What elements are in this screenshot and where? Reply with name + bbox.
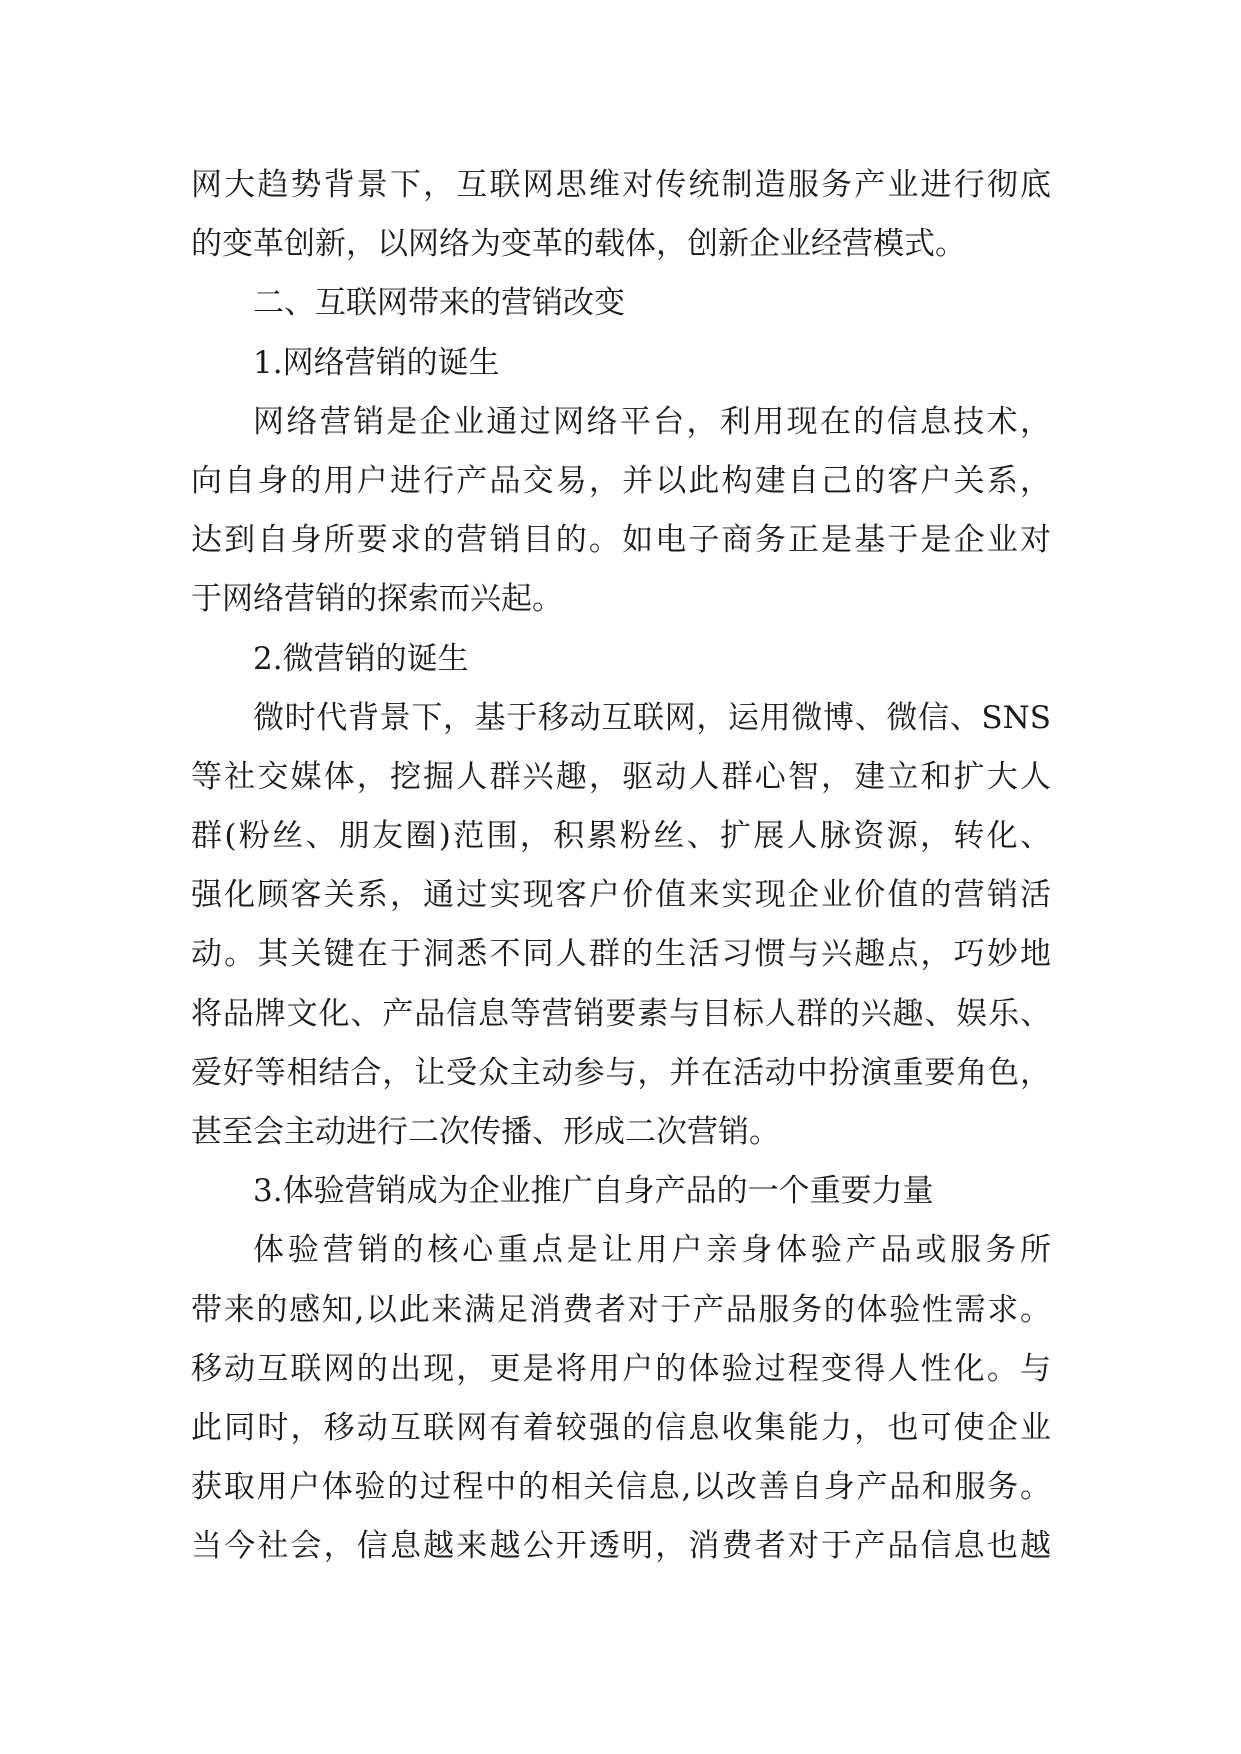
paragraph-line: 网大趋势背景下，互联网思维对传统制造服务产业进行彻底 [191, 167, 1051, 203]
section-heading: 2.微营销的诞生 [253, 640, 469, 677]
paragraph-line: 动。其关键在于洞悉不同人群的生活习惯与兴趣点，巧妙地 [191, 936, 1051, 973]
paragraph-line: 甚至会主动进行二次传播、形成二次营销。 [191, 1114, 780, 1150]
document-body [191, 156, 1051, 1577]
paragraph-line: 等社交媒体，挖掘人群兴趣，驱动人群心智，建立和扩大人 [191, 758, 1051, 795]
paragraph-line: 爱好等相结合，让受众主动参与，并在活动中扮演重要角色， [191, 1054, 1051, 1091]
paragraph-line: 群(粉丝、朋友圈)范围，积累粉丝、扩展人脉资源，转化、 [191, 818, 1051, 855]
paragraph-line: 于网络营销的探索而兴起。 [191, 581, 563, 618]
paragraph-line: 达到自身所要求的营销目的。如电子商务正是基于是企业对 [191, 522, 1051, 559]
paragraph-line: 带来的感知,以此来满足消费者对于产品服务的体验性需求。 [191, 1291, 1051, 1328]
paragraph-line: 此同时，移动互联网有着较强的信息收集能力，也可使企业 [191, 1409, 1051, 1446]
paragraph-line: 获取用户体验的过程中的相关信息,以改善自身产品和服务。 [191, 1469, 1051, 1506]
section-heading: 3.体验营销成为企业推广自身产品的一个重要力量 [253, 1173, 934, 1210]
paragraph-line: 将品牌文化、产品信息等营销要素与目标人群的兴趣、娱乐、 [191, 995, 1051, 1032]
paragraph-line: 网络营销是企业通过网络平台，利用现在的信息技术， [253, 403, 1051, 440]
section-heading: 1.网络营销的诞生 [253, 344, 500, 381]
paragraph-line: 微时代背景下，基于移动互联网，运用微博、微信、SNS [253, 699, 1051, 736]
paragraph-line: 向自身的用户进行产品交易，并以此构建自己的客户关系， [191, 462, 1051, 499]
paragraph-line: 移动互联网的出现，更是将用户的体验过程变得人性化。与 [191, 1350, 1051, 1387]
paragraph-line: 体验营销的核心重点是让用户亲身体验产品或服务所 [253, 1232, 1051, 1269]
section-heading: 二、互联网带来的营销改变 [253, 285, 625, 322]
paragraph-line: 强化顾客关系，通过实现客户价值来实现企业价值的营销活 [191, 877, 1051, 914]
paragraph-line: 的变革创新，以网络为变革的载体，创新企业经营模式。 [191, 226, 966, 263]
paragraph-line: 当今社会，信息越来越公开透明，消费者对于产品信息也越 [191, 1528, 1051, 1565]
